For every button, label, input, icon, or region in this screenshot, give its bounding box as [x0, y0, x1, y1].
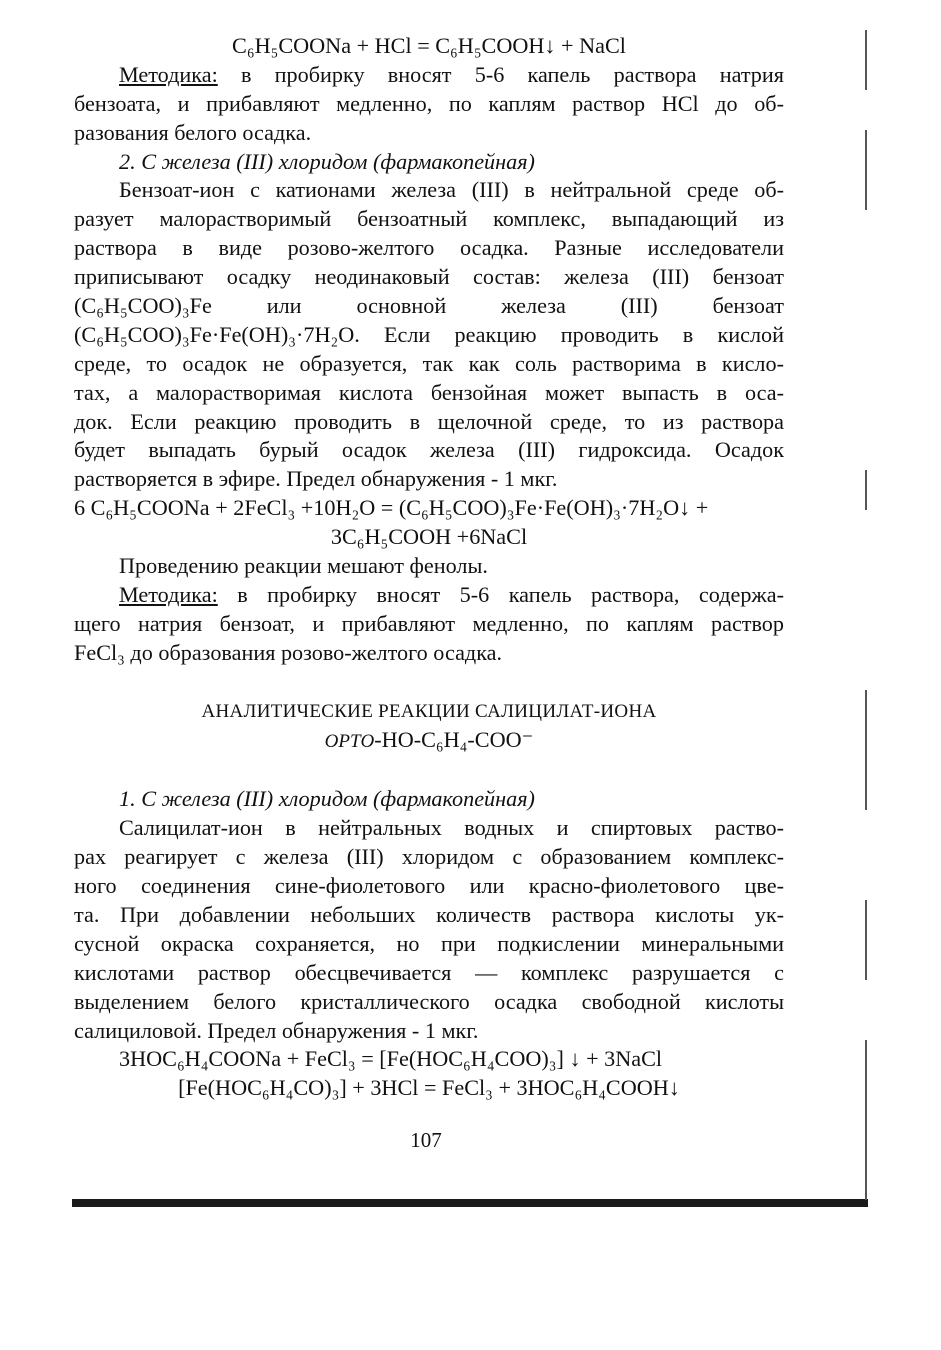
- equation-line: 6 C₆H₅COONa + 2FeCl₃ +10H₂O = (C₆H₅COO)₃Fe·Fe(OH)₃·7H₂O↓ +: [74, 495, 709, 521]
- method-label: Методика:: [119, 581, 218, 607]
- text-line: раствора в виде розово-желтого осадка. Разные исследователи: [74, 235, 784, 261]
- text-line: (C₆H₅COO)₃Fe или основной железа (III) бензоат: [74, 293, 784, 319]
- text-line: тах, а малорастворимая кислота бензойная может выпасть в оса-: [74, 379, 784, 405]
- text-line: док. Если реакцию проводить в щелочной среде, то из раствора: [74, 408, 784, 434]
- subsection-title: 1. С железа (III) хлоридом (фармакопейная): [119, 786, 535, 812]
- scan-edge-line: [865, 1040, 867, 1200]
- text-span: в пробирку вносят 5-6 капель раствора, содержа-: [217, 581, 784, 607]
- text-line: Бензоат-ион с катионами железа (III) в нейтральной среде об-: [119, 177, 784, 203]
- equation-line: 3HOC₆H₄COONa + FeCl₃ = [Fe(HOC₆H₄COO)₃] ↓ + 3NaCl: [119, 1046, 663, 1072]
- equation-line: [Fe(HOC₆H₄CO)₃] + 3HCl = FeCl₃ + 3HOC₆H₄COOH↓: [178, 1075, 680, 1101]
- text-line: (C₆H₅COO)₃Fe·Fe(OH)₃·7H₂O. Если реакцию проводить в кислой: [74, 321, 784, 347]
- text-line: ного соединения сине-фиолетового или красно-фиолетового цве-: [74, 873, 784, 899]
- text-line: салициловой. Предел обнаружения - 1 мкг.: [74, 1017, 479, 1043]
- text-line: приписывают осадку неодинаковый состав: железа (III) бензоат: [74, 264, 784, 290]
- text-line: рах реагирует с железа (III) хлоридом с образованием комплекс-: [74, 844, 784, 870]
- text-line: Салицилат-ион в нейтральных водных и спиртовых раство-: [119, 815, 784, 841]
- text-line: выделением белого кристаллического осадка свободной кислоты: [74, 988, 784, 1014]
- section-heading: АНАЛИТИЧЕСКИЕ РЕАКЦИИ САЛИЦИЛАТ-ИОНА: [201, 700, 657, 722]
- text-line: будет выпадать бурый осадок железа (III) гидроксида. Осадок: [74, 437, 784, 463]
- text-line: та. При добавлении небольших количеств раствора кислоты ук-: [74, 901, 784, 927]
- scan-edge-line: [865, 30, 867, 90]
- page-number: 107: [410, 1128, 442, 1152]
- formula-prefix: ОРТО: [324, 731, 375, 753]
- scan-edge-line: [865, 130, 867, 210]
- subsection-title: 2. С железа (III) хлоридом (фармакопейная): [119, 148, 535, 174]
- text-line: разует малорастворимый бензоатный комплекс, выпадающий из: [74, 206, 784, 232]
- equation-line: C₆H₅COONa + HCl = C₆H₅COOH↓ + NaCl: [232, 33, 626, 58]
- text-line: разования белого осадка.: [74, 119, 312, 145]
- text-line: сусной окраска сохраняется, но при подкислении минеральными: [74, 930, 784, 956]
- text-line: Проведению реакции мешают фенолы.: [119, 553, 488, 579]
- page-body: [74, 32, 784, 1103]
- scan-edge-line: [865, 470, 867, 510]
- text-line: растворяется в эфире. Предел обнаружения - 1 мкг.: [74, 466, 558, 492]
- bottom-rule: [72, 1199, 868, 1207]
- text-line: FeCl₃ до образования розово-желтого осадка.: [74, 639, 503, 665]
- text-line: среде, то осадок не образуется, так как соль растворима в кисло-: [74, 350, 784, 376]
- equation-line: 3C₆H₅COOH +6NaCl: [330, 524, 528, 550]
- text-span: в пробирку вносят 5-6 капель раствора натрия: [217, 61, 784, 87]
- text-line: кислотами раствор обесцвечивается — комплекс разрушается с: [74, 959, 784, 985]
- formula-text: -HO-C₆H₄-COO⁻: [374, 727, 534, 753]
- text-line: щего натрия бензоат, и прибавляют медленно, по каплям раствор: [74, 610, 784, 636]
- method-label: Методика:: [119, 61, 218, 87]
- scan-edge-line: [865, 900, 867, 980]
- section-formula: [74, 726, 784, 755]
- text-line: [74, 581, 784, 610]
- text-line: бензоата, и прибавляют медленно, по каплям раствор HCl до об-: [74, 90, 784, 116]
- scan-edge-line: [865, 690, 867, 810]
- text-line: [74, 61, 784, 90]
